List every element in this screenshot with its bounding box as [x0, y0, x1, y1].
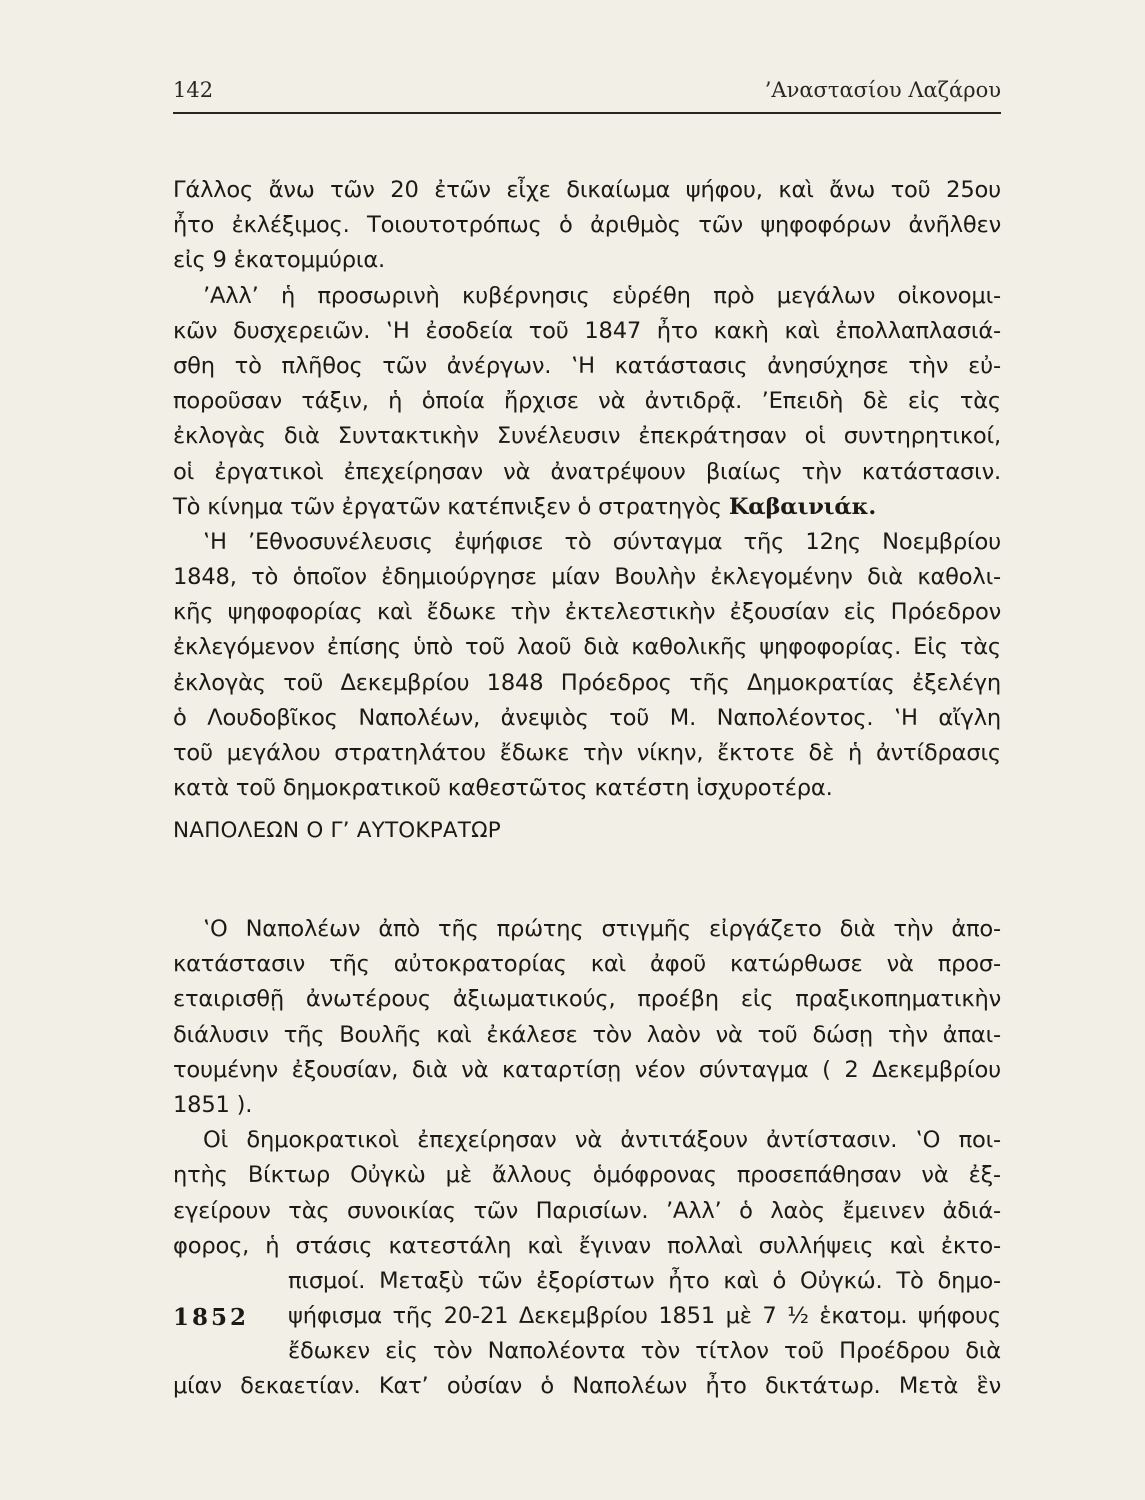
paragraph-line: ’Αλλ’ ἡ προσωρινὴ κυβέρνησις εὑρέθη πρὸ μεγάλων οἰκονομι- — [203, 282, 1001, 309]
margin-year: 1852 — [173, 1304, 250, 1331]
paragraph-line: ἦτο ἐκλέξιμος. Τοιουτοτρόπως ὁ ἀριθμὸς τῶν ψηφοφόρων ἀνῆλθεν — [173, 212, 1001, 239]
paragraph-line: τουμένην ἐξουσίαν, διὰ νὰ καταρτίσῃ νέον σύνταγμα ( 2 Δεκεμβρίου — [173, 1056, 1001, 1083]
paragraph-line: φορος, ἡ στάσις κατεστάλη καὶ ἔγιναν πολλαὶ συλλήψεις καὶ ἐκτο- — [173, 1232, 1001, 1259]
paragraph-line: τοῦ μεγάλου στρατηλάτου ἔδωκε τὴν νίκην, ἔκτοτε δὲ ἡ ἀντίδρασις — [173, 740, 1001, 766]
paragraph-line: κῶν δυσχερειῶν. ‛Η ἐσοδεία τοῦ 1847 ἦτο κακὴ καὶ ἐπολλαπλασιά- — [173, 317, 1001, 344]
paragraph-line: ψήφισμα τῆς 20-21 Δεκεμβρίου 1851 μὲ 7 ½ ἑκατομ. ψήφους — [288, 1303, 1001, 1330]
paragraph-line: διάλυσιν τῆς Βουλῆς καὶ ἐκάλεσε τὸν λαὸν νὰ τοῦ δώσῃ τὴν ἀπαι- — [173, 1021, 1001, 1048]
paragraph-line: εταιρισθῇ ἀνωτέρους ἀξιωματικούς, προέβη εἰς πραξικοπηματικὴν — [173, 986, 1001, 1013]
paragraph-line: ‛Ο Ναπολέων ἀπὸ τῆς πρώτης στιγμῆς εἰργάζετο διὰ τὴν ἀπο- — [203, 916, 1001, 942]
paragraph-line: Οἱ δημοκρατικοὶ ἐπεχείρησαν νὰ ἀντιτάξουν ἀντίστασιν. ‛Ο ποι- — [203, 1127, 1001, 1154]
paragraph-line: 1851 ). — [173, 1091, 253, 1118]
paragraph-line: οἱ ἐργατικοὶ ἐπεχείρησαν νὰ ἀνατρέψουν βιαίως τὴν κατάστασιν. — [173, 458, 1001, 485]
paragraph-line: ἐκλογὰς διὰ Συντακτικὴν Συνέλευσιν ἐπεκράτησαν οἱ συντηρητικοί, — [173, 423, 1001, 450]
general-name: Καβαινιάκ. — [728, 493, 877, 520]
paragraph-line: ητὴς Βίκτωρ Οὐγκὼ μὲ ἄλλους ὁμόφρονας προσεπάθησαν νὰ ἐξ- — [173, 1162, 1001, 1189]
paragraph-line — [173, 490, 1001, 525]
paragraph-line: ἐκλογὰς τοῦ Δεκεμβρίου 1848 Πρόεδρος τῆς Δημοκρατίας ἐξελέγη — [173, 669, 1001, 696]
running-title: ’Αναστασίου Λαζάρου — [764, 78, 1001, 102]
page-number: 142 — [173, 78, 214, 102]
page-header — [173, 78, 1001, 102]
paragraph-line: ποροῦσαν τάξιν, ἡ ὁποία ἤρχισε νὰ ἀντιδρᾷ. ’Επειδὴ δὲ εἰς τὰς — [173, 388, 1001, 415]
paragraph-line: 1848, τὸ ὁποῖον ἐδημιούργησε μίαν Βουλὴν ἐκλεγομένην διὰ καθολι- — [173, 564, 1001, 591]
paragraph-line: ἔδωκεν εἰς τὸν Ναπολέοντα τὸν τίτλον τοῦ Προέδρου διὰ — [288, 1338, 1001, 1365]
line-text: Τὸ κίνημα τῶν ἐργατῶν κατέπνιξεν ὁ στρατηγὸς — [173, 493, 729, 520]
paragraph-line: σθη τὸ πλῆθος τῶν ἀνέργων. ‛Η κατάστασις ἀνησύχησε τὴν εὐ- — [173, 352, 1001, 379]
paragraph-line: εἰς 9 ἑκατομμύρια. — [173, 247, 385, 274]
paragraph-line: ὁ Λουδοβῖκος Ναπολέων, ἀνεψιὸς τοῦ Μ. Ναπολέοντος. ‛Η αἴγλη — [173, 704, 1001, 731]
paragraph-line: κατὰ τοῦ δημοκρατικοῦ καθεστῶτος κατέστη ἰσχυροτέρα. — [173, 775, 833, 802]
paragraph-line: εγείρουν τὰς συνοικίας τῶν Παρισίων. ’Αλλ’ ὁ λαὸς ἔμεινεν ἀδιά- — [173, 1197, 1001, 1224]
paragraph-line: μίαν δεκαετίαν. Κατ’ οὐσίαν ὁ Ναπολέων ἦτο δικτάτωρ. Μετὰ ἓν — [173, 1373, 1001, 1400]
paragraph-line: πισμοί. Μεταξὺ τῶν ἐξορίστων ἦτο καὶ ὁ Οὐγκώ. Τὸ δημο- — [288, 1267, 1001, 1294]
paragraph-line: ἐκλεγόμενον ἐπίσης ὑπὸ τοῦ λαοῦ διὰ καθολικῆς ψηφοφορίας. Εἰς τὰς — [173, 634, 1001, 661]
paragraph-line: Γάλλος ἄνω τῶν 20 ἐτῶν εἶχε δικαίωμα ψήφου, καὶ ἄνω τοῦ 25ου — [173, 177, 1001, 203]
paragraph-line: ‛Η ’Εθνοσυνέλευσις ἐψήφισε τὸ σύνταγμα τῆς 12ης Νοεμβρίου — [203, 528, 1001, 555]
header-rule — [173, 112, 1001, 114]
paragraph-line: κατάστασιν τῆς αὐτοκρατορίας καὶ ἀφοῦ κατώρθωσε νὰ προσ- — [173, 951, 1001, 978]
section-title: ΝΑΠΟΛΕΩΝ Ο Γ’ ΑΥΤΟΚΡΑΤΩΡ — [173, 818, 501, 843]
text-block-top — [173, 173, 1001, 806]
text-block-bottom — [173, 912, 1001, 1405]
paragraph-line: κῆς ψηφοφορίας καὶ ἔδωκε τὴν ἐκτελεστικὴν ἐξουσίαν εἰς Πρόεδρον — [173, 599, 1001, 626]
